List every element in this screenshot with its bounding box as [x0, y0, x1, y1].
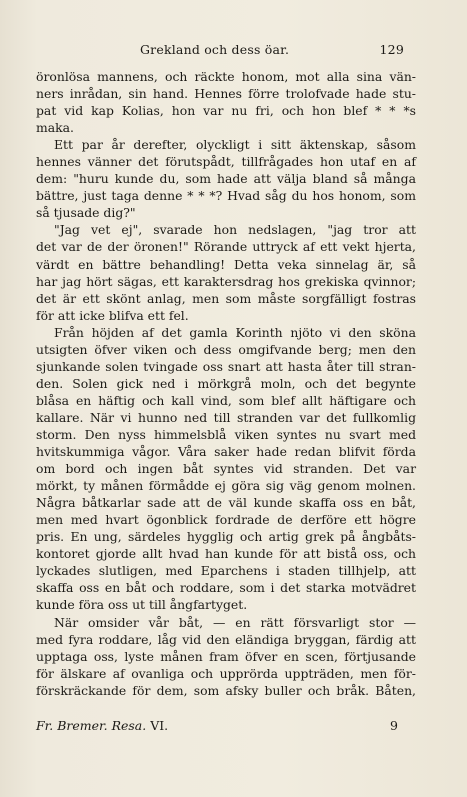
signature-mark: [36, 718, 168, 733]
text-line: pris. En ung, särdeles hygglig och artig grek på ångbåts-: [36, 529, 416, 545]
text-line: om bord och ingen båt syntes vid stranden. Det var: [36, 461, 416, 477]
text-line: ners inrådan, sin hand. Hennes förre trolofvade hade stu-: [36, 86, 416, 102]
text-line: värdt en bättre behandling! Detta veka sinnelag är, så: [36, 256, 416, 272]
text-line: hennes vänner det förutspådt, tillfrågades hon utaf en af: [36, 154, 416, 170]
text-line: "Jag vet ej", svarade hon nedslagen, "jag tror att: [54, 222, 416, 238]
text-line: öronlösa mannens, och räckte honom, mot alla sina vän-: [36, 69, 416, 84]
page-footer: [36, 718, 404, 736]
text-line: lyckades slutligen, med Eparchens i staden tillhjelp, att: [36, 563, 416, 579]
text-line: kunde föra oss ut till ångfartyget.: [36, 597, 248, 613]
text-line: dem: "huru kunde du, som hade att välja bland så många: [36, 171, 416, 187]
text-line: hvitskummiga vågor. Våra saker hade redan blifvit förda: [36, 444, 416, 460]
text-line: blåsa en häftig och kall vind, som blef allt häftigare och: [36, 392, 416, 408]
text-line: pat vid kap Kolias, hon var nu fri, och hon blef * * *s: [36, 103, 416, 119]
text-line: storm. Den nyss himmelsblå viken syntes nu svart med: [36, 426, 416, 442]
text-line: kallare. När vi hunno ned till stranden var det fullkomlig: [36, 409, 416, 425]
text-line: det är ett skönt anlag, men som måste sorgfälligt fostras: [36, 290, 416, 306]
text-line: med fyra roddare, låg vid den eländiga bryggan, färdig att: [36, 631, 416, 647]
volume-number: VI.: [150, 718, 169, 733]
text-line: maka.: [36, 120, 74, 136]
page-number: 129: [379, 42, 404, 57]
text-line: för älskare af ovanliga och upprörda uppträden, men för-: [36, 665, 416, 681]
text-line: skaffa oss en båt och roddare, som i det starka motvädret: [36, 580, 416, 596]
page-header: [36, 42, 404, 60]
signature-title: Fr. Bremer. Resa.: [36, 718, 147, 733]
text-line: det var de der öronen!" Rörande uttryck af ett vekt hjerta,: [36, 239, 416, 255]
text-line: bättre, just taga denne * * *? Hvad såg du hos honom, som: [36, 188, 416, 204]
sheet-number: 9: [390, 718, 398, 733]
text-line: utsigten öfver viken och dess omgifvande berg; men den: [36, 341, 416, 357]
text-line: så tjusade dig?": [36, 205, 136, 221]
text-line: för att icke blifva ett fel.: [36, 307, 189, 323]
body-text: [36, 68, 416, 699]
text-line: den. Solen gick ned i mörkgrå moln, och det begynte: [36, 375, 416, 391]
text-line: förskräckande för dem, som afsky buller och bråk. Båten,: [36, 682, 416, 698]
text-line: Ett par år derefter, olyckligt i sitt äktenskap, såsom: [54, 137, 416, 153]
text-line: När omsider vår båt, — en rätt försvarligt stor —: [54, 614, 416, 630]
text-line: kontoret gjorde allt hvad han kunde för att bistå oss, och: [36, 546, 416, 562]
text-line: har jag hört sägas, ett karaktersdrag hos grekiska qvinnor;: [36, 273, 416, 289]
text-line: sjunkande solen tvingade oss snart att hasta åter till stran-: [36, 358, 416, 374]
text-line: Några båtkarlar sade att de väl kunde skaffa oss en båt,: [36, 495, 416, 511]
text-line: men med hvart ögonblick fordrade de derföre ett högre: [36, 512, 416, 528]
running-title: Grekland och dess öar.: [140, 42, 290, 57]
text-line: Från höjden af det gamla Korinth njöto vi den sköna: [54, 324, 416, 340]
text-line: mörkt, ty månen förmådde ej göra sig väg genom molnen.: [36, 478, 416, 494]
text-line: upptaga oss, lyste månen fram öfver en scen, förtjusande: [36, 648, 416, 664]
